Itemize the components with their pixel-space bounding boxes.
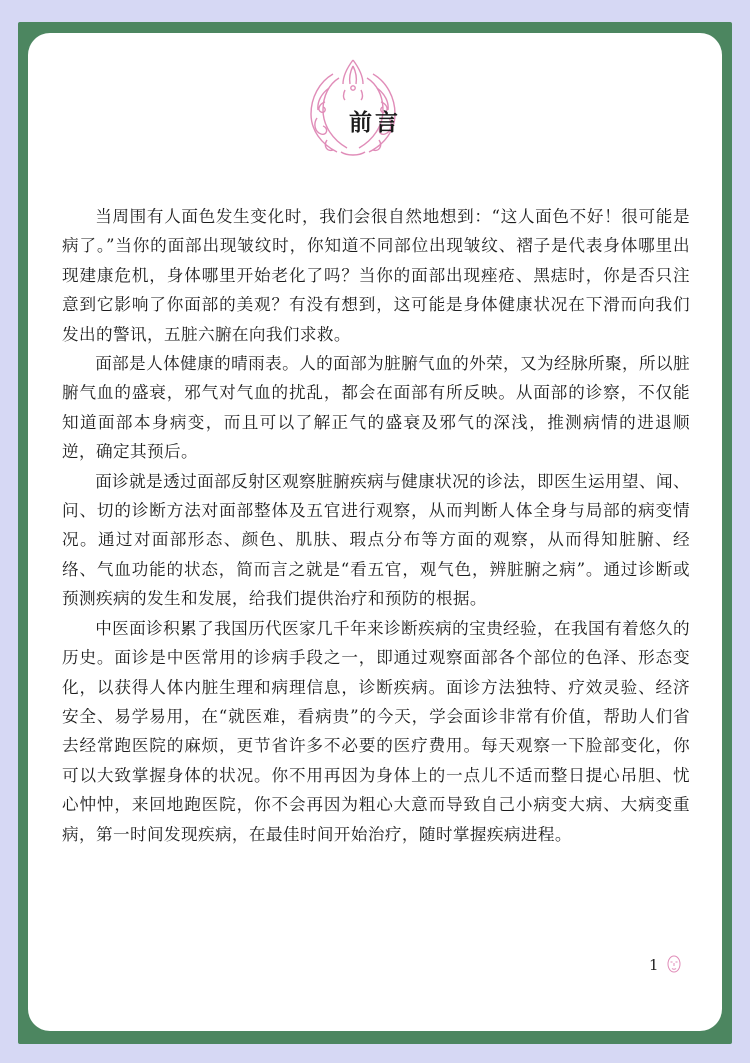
- page-title: 前言: [349, 109, 401, 136]
- page-number: 1: [649, 956, 659, 974]
- paragraph: 中医面诊积累了我国历代医家几千年来诊断疾病的宝贵经验，在我国有着悠久的历史。面诊是中医常用的诊病手段之一，即通过观察面部各个部位的色泽、形态变化，以获得人体内脏生理和病理信息，诊断疾病。面诊方法独特、疗效灵验、经济安全、易学易用，在“就医难，看病贵”的今天，学会面诊非常有价值，帮助人们省去经常跑医院的麻烦，更节省许多不必要的医疗费用。每天观察一下脸部变化，你可以大致掌握身体的状况。你不用再因为身体上的一点儿不适而整日提心吊胆、忧心忡忡，来回地跑医院，你不会再因为粗心大意而导致自己小病变大病、大病变重病，第一时间发现疾病，在最佳时间开始治疗，随时掌握疾病进程。: [62, 618, 690, 844]
- face-icon: [666, 954, 682, 974]
- paragraph: 面部是人体健康的晴雨表。人的面部为脏腑气血的外荣，又为经脉所聚，所以脏腑气血的盛衰，邪气对气血的扰乱，都会在面部有所反映。从面部的诊察，不仅能知道面部本身病变，而且可以了解正气的盛衰及邪气的深浅，推测病情的进退顺逆，确定其预后。: [62, 354, 690, 462]
- paragraph: 面诊就是透过面部反射区观察脏腑疾病与健康状况的诊法，即医生运用望、闻、问、切的诊断方法对面部整体及五官进行观察，从而判断人体全身与局部的病变情况。通过对面部形态、颜色、肌肤、瑕点分布等方面的观察，从而得知脏腑、经络、气血功能的状态，简而言之就是“看五官，观气色，辨脏腑之病”。通过诊断或预测疾病的发生和发展，给我们提供治疗和预防的根据。: [62, 471, 690, 609]
- preface-body: [62, 202, 690, 849]
- paragraph: 当周围有人面色发生变化时，我们会很自然地想到：“这人面色不好！很可能是病了。”当你的面部出现皱纹时，你知道不同部位出现皱纹、褶子是代表身体哪里出现建康危机，身体哪里开始老化了吗？当你的面部出现痤疮、黑痣时，你是否只注意到它影响了你面部的美观？有没有想到，这可能是身体健康状况在下滑而向我们发出的警讯，五脏六腑在向我们求救。: [62, 207, 690, 344]
